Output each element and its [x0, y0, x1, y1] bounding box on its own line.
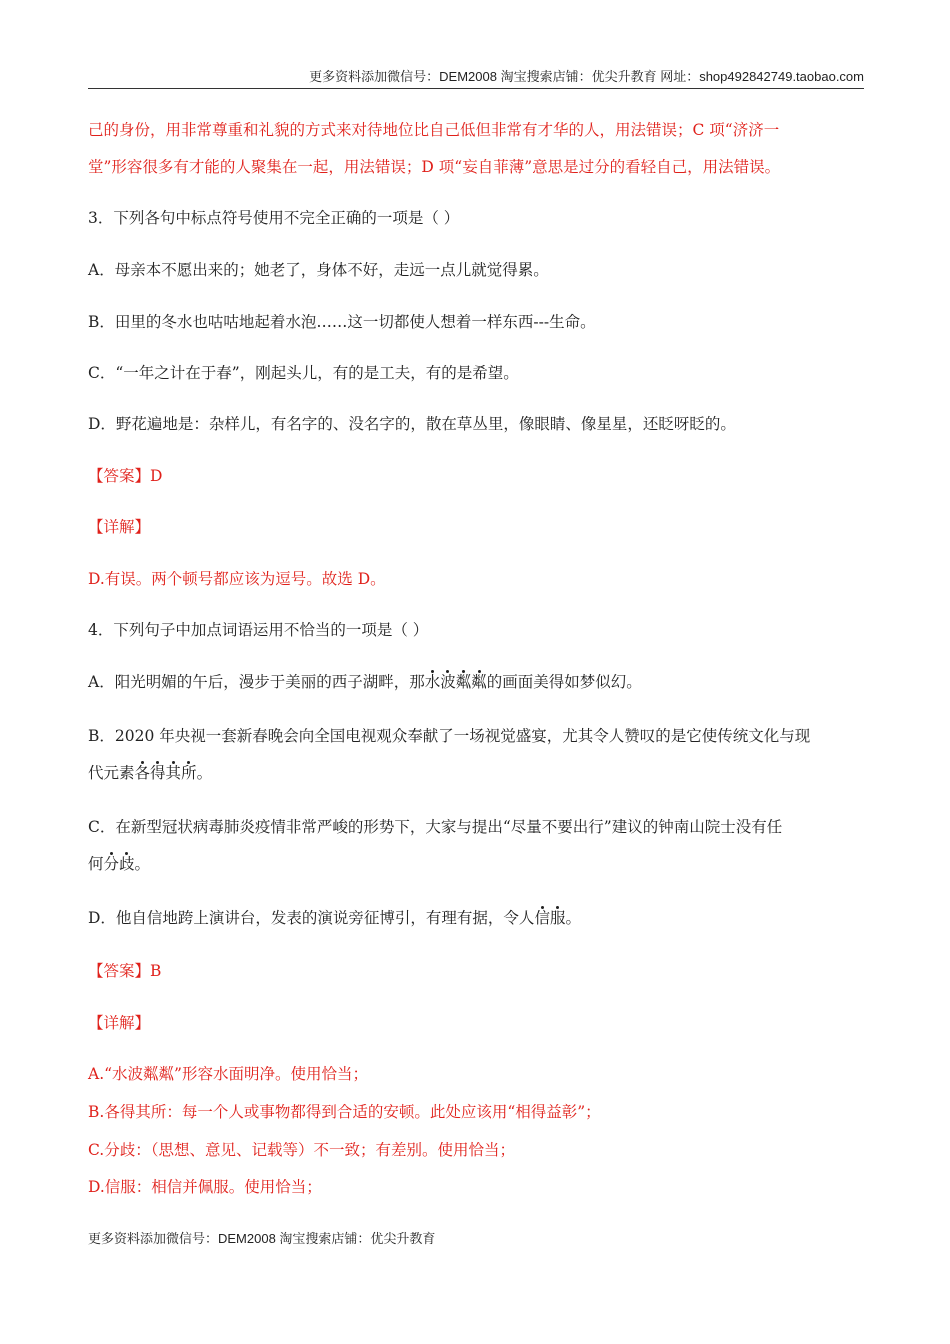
- page-header: 更多资料添加微信号：DEM2008 淘宝搜索店铺：优尖升教育 网址：shop492842749.taobao.com: [88, 66, 864, 89]
- q3-option-c: C．“一年之计在于春”，刚起头儿，有的是工夫，有的是希望。: [88, 364, 519, 382]
- q4-option-a: A．阳光明媚的午后，漫步于美丽的西子湖畔，那水波粼粼的画面美得如梦似幻。: [88, 673, 642, 691]
- dotted-char: 水: [424, 673, 441, 691]
- q3-option-d: D．野花遍地是：杂样儿，有名字的、没名字的，散在草丛里，像眼睛、像星星，还眨呀眨的。: [88, 415, 736, 433]
- q4-option-b-line-2: 代元素各得其所。: [88, 764, 213, 782]
- q3-detail-label: 【详解】: [88, 518, 151, 536]
- dotted-char: 各: [134, 764, 151, 782]
- q4-detail-label: 【详解】: [88, 1014, 151, 1032]
- q4-detail-b: B.各得其所：每一个人或事物都得到合适的安顿。此处应该用“相得益彰”；: [88, 1103, 601, 1121]
- dotted-char: 信: [534, 909, 550, 927]
- dotted-char: 粼: [471, 673, 487, 691]
- dotted-char: 服: [549, 909, 566, 927]
- q4-option-c-line-1: C．在新型冠状病毒肺炎疫情非常严峻的形势下，大家与提出“尽量不要出行”建议的钟南山院士没有任: [88, 818, 783, 836]
- q4-option-b-line-1: B．2020 年央视一套新春晚会向全国电视观众奉献了一场视觉盛宴，尤其令人赞叹的是它使传统文化与现: [88, 727, 811, 745]
- q3-stem: 3．下列各句中标点符号使用不完全正确的一项是（ ）: [88, 209, 460, 227]
- q3-option-b: B．田里的冬水也咕咕地起着水泡……这一切都使人想着一样东西---生命。: [88, 313, 596, 331]
- q3-detail: D.有误。两个顿号都应该为逗号。故选 D。: [88, 570, 386, 588]
- q4-stem: 4．下列句子中加点词语运用不恰当的一项是（ ）: [88, 621, 429, 639]
- q4-detail-c: C.分歧：（思想、意见、记载等）不一致；有差别。使用恰当；: [88, 1141, 515, 1159]
- dotted-char: 波: [440, 673, 456, 691]
- intro-line-1: 己的身份，用非常尊重和礼貌的方式来对待地位比自己低但非常有才华的人，用法错误；C 项“济济一: [88, 121, 780, 139]
- page-footer: 更多资料添加微信号：DEM2008 淘宝搜索店铺：优尖升教育: [88, 1231, 436, 1246]
- dotted-char: 所: [181, 764, 197, 782]
- q3-option-a: A．母亲本不愿出来的；她老了，身体不好，走远一点儿就觉得累。: [88, 261, 549, 279]
- q4-answer: 【答案】B: [88, 962, 162, 980]
- dotted-char: 歧: [119, 855, 135, 873]
- dotted-char: 其: [165, 764, 182, 782]
- q4-option-d: D．他自信地跨上演讲台，发表的演说旁征博引，有理有据，令人信服。: [88, 909, 581, 927]
- q4-option-c-line-2: 何分歧。: [88, 855, 151, 873]
- q4-detail-a: A.“水波粼粼”形容水面明净。使用恰当；: [88, 1065, 368, 1083]
- q4-detail-d: D.信服：相信并佩服。使用恰当；: [88, 1178, 322, 1196]
- intro-line-2: 堂”形容很多有才能的人聚集在一起，用法错误；D 项“妄自菲薄”意思是过分的看轻自己，用法错误。: [88, 158, 781, 176]
- dotted-char: 得: [150, 764, 166, 782]
- dotted-char: 分: [103, 855, 120, 873]
- q3-answer: 【答案】D: [88, 467, 163, 485]
- dotted-char: 粼: [455, 673, 472, 691]
